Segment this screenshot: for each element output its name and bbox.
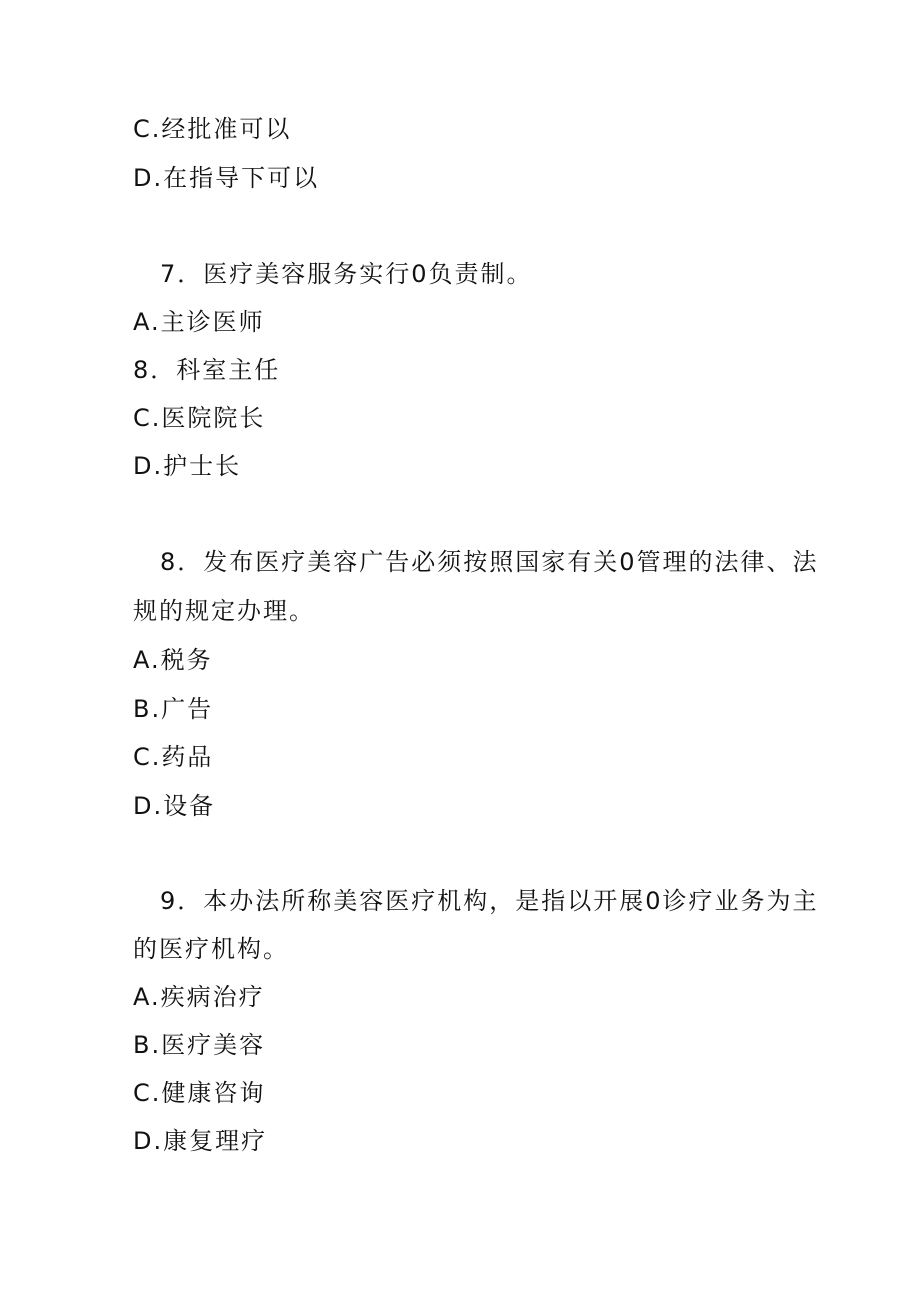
option-line: C.药品	[133, 743, 214, 771]
option-line: 8．科室主任	[133, 356, 281, 384]
question-stem: 8．发布医疗美容广告必须按照国家有关0管理的法律、法	[160, 548, 819, 576]
option-line: A.疾病治疗	[133, 983, 265, 1011]
question-stem: 9．本办法所称美容医疗机构，是指以开展0诊疗业务为主	[160, 887, 819, 915]
option-line: A.主诊医师	[133, 308, 265, 336]
option-line: C.医院院长	[133, 404, 266, 432]
option-line: C.经批准可以	[133, 115, 292, 143]
question-stem: 7．医疗美容服务实行0负责制。	[160, 260, 533, 288]
question-stem-continued: 的医疗机构。	[133, 935, 289, 963]
option-line: A.税务	[133, 646, 213, 674]
option-line: D.设备	[133, 792, 216, 820]
option-line: B.医疗美容	[133, 1031, 266, 1059]
option-line: D.康复理疗	[133, 1127, 268, 1155]
option-line: D.在指导下可以	[133, 164, 320, 192]
option-line: D.护士长	[133, 452, 242, 480]
question-stem-continued: 规的规定办理。	[133, 597, 315, 625]
option-line: C.健康咨询	[133, 1079, 266, 1107]
option-line: B.广告	[133, 695, 214, 723]
